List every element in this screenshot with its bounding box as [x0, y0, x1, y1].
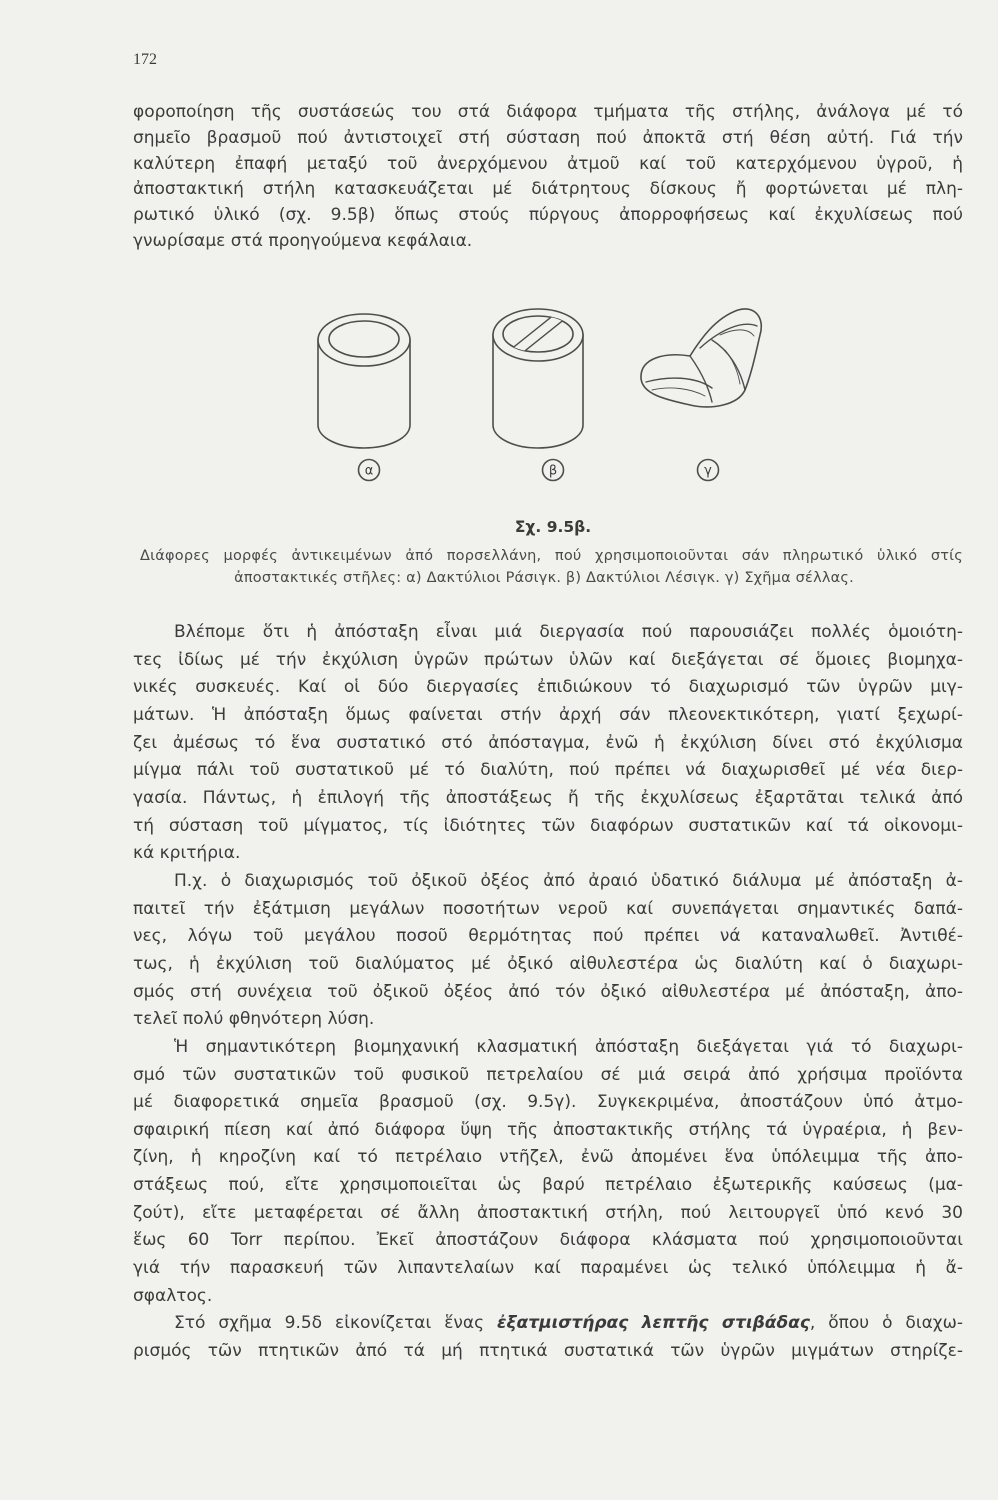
figure-caption-title: Σχ. 9.5β. — [514, 518, 592, 536]
text-line — [133, 1310, 963, 1338]
label-gamma: γ — [704, 463, 712, 479]
text-line: σημεῖο βρασμοῦ πού ἀντιστοιχεῖ στή σύσταση πού ἀποκτᾶ στή θέση αὐτή. Γιά τήν — [133, 127, 963, 148]
text-line: ἀποστακτική στήλη κατασκευάζεται μέ διάτρητους δίσκους ἤ φορτώνεται μέ πλη- — [133, 179, 963, 200]
figure-label-b — [543, 460, 564, 481]
text-line: σμός στή συνέχεια τοῦ ὀξικοῦ ὀξέος ἀπό τόν ὀξικό αἰθυλεστέρα μέ ἀπόσταξη, ἀπο- — [133, 981, 963, 1002]
text-line: νες, λόγω τοῦ μεγάλου ποσοῦ θερμότητας πού πρέπει νά καταναλωθεῖ. Ἀντιθέ- — [133, 926, 963, 947]
paragraph — [133, 868, 963, 1034]
text-line: σμό τῶν συστατικῶν τοῦ φυσικοῦ πετρελαίου σέ μιά σειρά ἀπό χρήσιμα προϊόντα — [133, 1064, 963, 1085]
figure-caption-line: Διάφορες μορφές ἀντικειμένων ἀπό πορσελλάνη, πού χρησιμοποιοῦνται σάν πληρωτικό ὑλικό στίς — [140, 548, 963, 564]
text-line: γιά τήν παρασκευή τῶν λιπαντελαίων καί παραμένει ὡς τελικό ὑπόλειμμα ἡ ἄ- — [133, 1258, 963, 1279]
text-line: Ἡ σημαντικότερη βιομηχανική κλασματική ἀπόσταξη διεξάγεται γιά τό διαχωρι- — [174, 1036, 963, 1057]
text-line: σφαιρική πίεση καί ἀπό διάφορα ὕψη τῆς ἀποστακτικῆς στήλης τά ὑγραέρια, ἡ βεν- — [133, 1119, 963, 1140]
text-line: μίγμα πάλι τοῦ συστατικοῦ μέ τό διαλύτη, πού πρέπει νά διαχωρισθεῖ μέ νέα διερ- — [133, 760, 963, 781]
text-line: μέ διαφορετικά σημεῖα βρασμοῦ (σχ. 9.5γ). Συγκεκριμένα, ἀποστάζουν ὑπό ἀτμο- — [133, 1092, 963, 1113]
text-line: ἕως 60 Torr περίπου. Ἐκεῖ ἀποστάζουν διάφορα κλάσματα πού χρησιμοποιοῦνται — [133, 1230, 963, 1251]
paragraph — [133, 1034, 963, 1311]
label-alpha: α — [364, 463, 374, 479]
text-line: Βλέπομε ὅτι ἡ ἀπόσταξη εἶναι μιά διεργασία πού παρουσιάζει πολλές ὁμοιότη- — [174, 622, 963, 642]
text-line: γνωρίσαμε στά προηγούμενα κεφάλαια. — [133, 230, 473, 251]
paragraph-continued — [133, 100, 963, 255]
text-line: καλύτερη ἐπαφή μεταξύ τοῦ ἀνερχόμενου ἀτμοῦ καί τοῦ κατερχόμενου ὑγροῦ, ἡ — [133, 153, 963, 174]
text-line: στάξεως πού, εἴτε χρησιμοποιεῖται ὡς βαρύ πετρέλαιο ἐξωτερικῆς καύσεως (μα- — [133, 1175, 963, 1196]
paragraph — [133, 1310, 963, 1365]
text-line: κά κριτήρια. — [133, 843, 241, 864]
text-line: τελεῖ πολύ φθηνότερη λύση. — [133, 1009, 375, 1030]
text-line: παιτεῖ τήν ἐξάτμιση μεγάλων ποσοτήτων νεροῦ καί συνεπάγεται σημαντικές δαπά- — [133, 898, 963, 919]
text-line: Π.χ. ὁ διαχωρισμός τοῦ ὀξικοῦ ὀξέος ἀπό ἀραιό ὑδατικό διάλυμα μέ ἀπόσταξη ἀ- — [174, 870, 963, 891]
paragraph — [133, 619, 963, 868]
figure-label-a — [359, 460, 380, 481]
text-line: ζούτ), εἴτε μεταφέρεται σέ ἄλλη ἀποστακτική στήλη, πού λειτουργεῖ ὑπό κενό 30 — [133, 1202, 963, 1223]
text-line: ζίνη, ἡ κηροζίνη καί τό πετρέλαιο ντῆζελ, ἐνῶ ἀπομένει ἕνα ὑπόλειμμα τῆς ἀπο- — [133, 1147, 963, 1168]
raschig-ring-hole — [329, 321, 399, 357]
text-line: τες ἰδίως μέ τήν ἐκχύλιση ὑγρῶν πρώτων ὑλῶν καί διεξάγεται σέ ὅμοιες βιομηχα- — [133, 649, 963, 670]
text-line: νικές συσκευές. Καί οἱ δύο διεργασίες ἐπιδιώκουν τό διαχωρισμό τῶν ὑγρῶν μιγ- — [133, 677, 963, 698]
text-line: τως, ἡ ἐκχύλιση τοῦ διαλύματος μέ ὀξικό αἰθυλεστέρα ὡς διαλύτη καί ὁ διαχωρι- — [133, 953, 963, 974]
raschig-ring-drawing — [318, 314, 410, 448]
figure-caption-line: ἀποστακτικές στῆλες: α) Δακτύλιοι Ράσιγκ. β) Δακτύλιοι Λέσιγκ. γ) Σχῆμα σέλλας. — [234, 570, 854, 586]
text-run: , ὅπου ὁ διαχω- — [809, 1313, 963, 1334]
label-beta: β — [548, 463, 558, 479]
lessing-ring-drawing — [493, 298, 583, 448]
page-number: 172 — [133, 51, 157, 68]
body-text — [133, 619, 963, 1366]
berl-saddle-drawing — [641, 309, 761, 407]
text-line: σφαλτος. — [133, 1285, 213, 1306]
text-run: Στό σχῆμα 9.5δ εἰκονίζεται ἕνας — [174, 1313, 498, 1334]
figure-label-c — [698, 460, 719, 481]
text-line: ρισμός τῶν πτητικῶν ἀπό τά μή πτητικά συστατικά τῶν ὑγρῶν μιγμάτων στηρίζε- — [133, 1341, 963, 1362]
text-line: φοροποίηση τῆς συστάσεώς του στά διάφορα τμήματα τῆς στήλης, ἀνάλογα μέ τό — [133, 102, 963, 122]
text-line: γασία. Πάντως, ἡ ἐπιλογή τῆς ἀποστάξεως ἤ τῆς ἐκχυλίσεως ἐξαρτᾶται τελικά ἀπό — [133, 787, 963, 808]
packing-rings-figure — [300, 290, 780, 490]
saddle-outline — [641, 309, 761, 407]
text-line: ζει ἀμέσως τό ἕνα συστατικό στό ἀπόσταγμα, ἐνῶ ἡ ἐκχύλιση δίνει στό ἐκχύλισμα — [133, 732, 963, 753]
text-line: μάτων. Ἡ ἀπόσταξη ὅμως φαίνεται στήν ἀρχή σάν πλεονεκτικότερη, γιατί ξεχωρί- — [133, 704, 963, 725]
text-line: τή σύσταση τοῦ μίγματος, τίς ἰδιότητες τῶν διαφόρων συστατικῶν καί τά οἰκονομι- — [133, 815, 963, 836]
text-line: ρωτικό ὑλικό (σχ. 9.5β) ὅπως στούς πύργους ἀπορροφήσεως καί ἐκχυλίσεως πού — [133, 205, 963, 226]
emphasized-term: ἐξατμιστήρας λεπτῆς στιβάδας — [497, 1313, 810, 1334]
